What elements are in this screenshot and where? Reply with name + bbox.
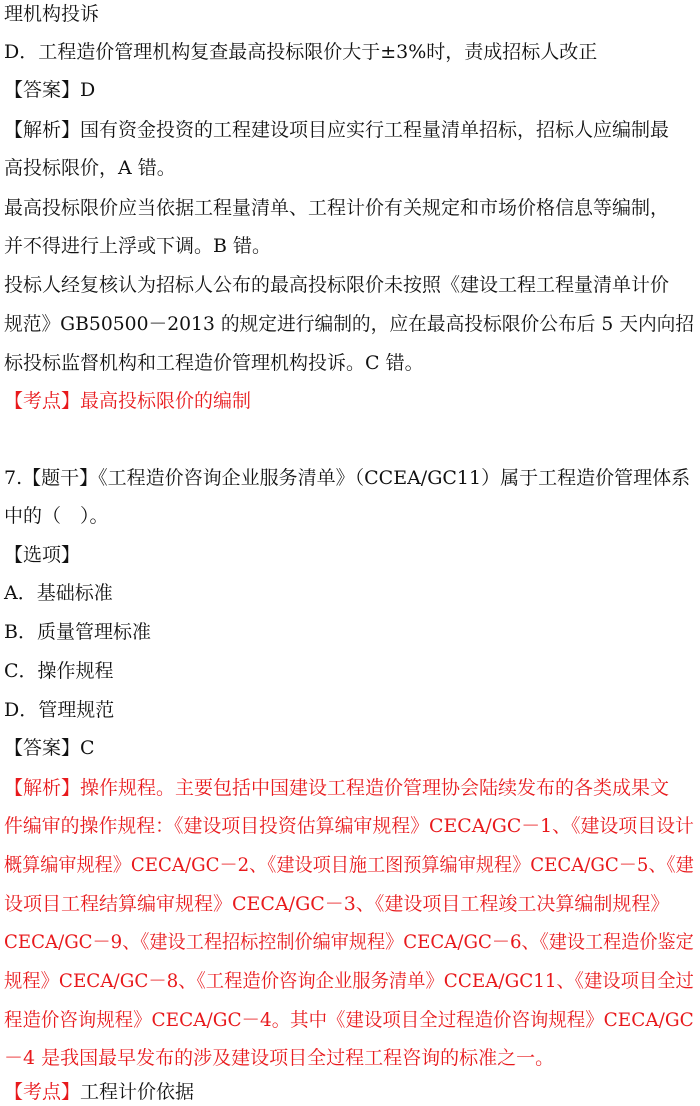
prev-point [4,388,251,414]
q7-option-b: B．质量管理标准 [4,621,151,643]
prev-analysis-tag: 【解析】 [4,119,81,141]
q7-answer-value: C [80,737,95,759]
q7-analysis-line-1 [4,775,669,801]
q7-option-d: D．管理规范 [4,699,115,721]
prev-analysis-line-2: 高投标限价，A 错。 [4,157,176,179]
prev-analysis-text: 国有资金投资的工程建设项目应实行工程量清单招标，招标人应编制最 [80,119,670,141]
prev-tail-line: 理机构投诉 [4,3,100,25]
prev-point-tag: 【考点】 [4,390,81,412]
q7-option-c: C．操作规程 [4,660,114,682]
prev-answer-tag: 【答案】 [4,79,81,101]
q7-point-value: 工程计价依据 [80,1081,195,1103]
q7-analysis-line-2: 件编审的操作规程：《建设项目投资估算编审规程》CECA/GC－1、《建设项目设计 [4,815,694,837]
q7-stem-line-1: 7.【题干】《工程造价咨询企业服务清单》（CCEA/GC11）属于工程造价管理体系 [4,467,691,489]
prev-analysis-line-7: 标投标监督机构和工程造价管理机构投诉。C 错。 [4,352,424,374]
prev-analysis-line-1 [4,117,669,143]
q7-analysis-line-3: 概算编审规程》CECA/GC－2、《建设项目施工图预算编审规程》CECA/GC－5、《建 [4,854,694,876]
prev-answer-value: D [80,79,96,101]
q7-point-tag: 【考点】 [4,1081,81,1103]
q7-analysis-line-6: 规程》CECA/GC－8、《工程造价咨询企业服务清单》CCEA/GC11、《建设项目全过 [4,970,694,992]
prev-analysis-line-4: 并不得进行上浮或下调。B 错。 [4,235,272,257]
q7-stem-line-2: 中的（ ）。 [4,505,109,527]
q7-answer-tag: 【答案】 [4,737,81,759]
q7-analysis-text: 操作规程。主要包括中国建设工程造价管理协会陆续发布的各类成果文 [80,777,670,799]
prev-analysis-line-5: 投标人经复核认为招标人公布的最高投标限价未按照《建设工程工程量清单计价 [4,274,670,296]
prev-option-d: D．工程造价管理机构复查最高投标限价大于±3%时，责成招标人改正 [4,41,598,63]
q7-analysis-line-8: －4 是我国最早发布的涉及建设项目全过程工程咨询的标准之一。 [4,1047,555,1069]
q7-analysis-line-4: 设项目工程结算编审规程》CECA/GC－3、《建设项目工程竣工决算编制规程》 [4,893,670,915]
q7-analysis-tag: 【解析】 [4,777,81,799]
q7-analysis-line-5: CECA/GC－9、《建设工程招标控制价编审规程》CECA/GC－6、《建设工程造价鉴定 [4,931,694,953]
q7-answer [4,735,95,761]
q7-option-a: A．基础标准 [4,582,113,604]
prev-analysis-line-3: 最高投标限价应当依据工程量清单、工程计价有关规定和市场价格信息等编制， [4,197,670,219]
prev-analysis-line-6: 规范》GB50500－2013 的规定进行编制的，应在最高投标限价公布后 5 天内向招 [4,313,695,335]
prev-point-value: 最高投标限价的编制 [80,390,252,412]
prev-answer [4,77,95,103]
q7-options-tag: 【选项】 [4,544,81,566]
q7-point [4,1079,194,1105]
q7-analysis-line-7: 程造价咨询规程》CECA/GC－4。其中《建设项目全过程造价咨询规程》CECA/GC [4,1009,694,1031]
